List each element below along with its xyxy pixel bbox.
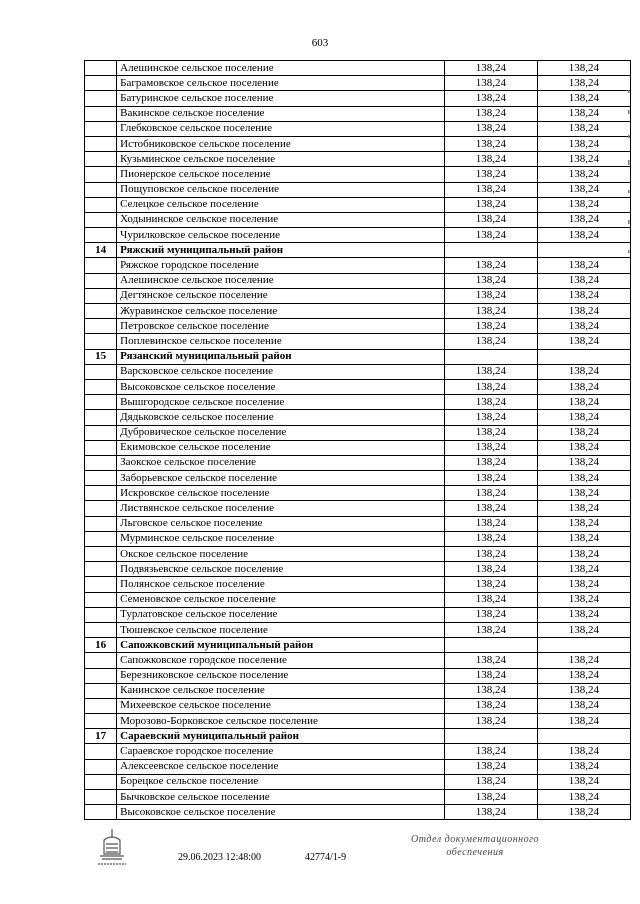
settlement-name-cell: Алексеевское сельское поселение xyxy=(117,759,445,774)
value-cell-2: 138,24 xyxy=(537,562,630,577)
settlement-name-cell: Баграмовское сельское поселение xyxy=(117,76,445,91)
table-row xyxy=(85,136,631,151)
value-cell-2 xyxy=(537,349,630,364)
settlement-name-cell: Сапожковское городское поселение xyxy=(117,653,445,668)
row-number-cell xyxy=(85,516,117,531)
table-row xyxy=(85,334,631,349)
value-cell-1: 138,24 xyxy=(444,486,537,501)
value-cell-2: 138,24 xyxy=(537,471,630,486)
settlement-name-cell: Вакинское сельское поселение xyxy=(117,106,445,121)
value-cell-2: 138,24 xyxy=(537,486,630,501)
value-cell-2: 138,24 xyxy=(537,152,630,167)
value-cell-2: 138,24 xyxy=(537,592,630,607)
page-number: 603 xyxy=(311,37,329,49)
row-number-cell xyxy=(85,547,117,562)
row-number-cell xyxy=(85,683,117,698)
settlement-name-cell: Рязанский муниципальный район xyxy=(117,349,445,364)
row-number-cell xyxy=(85,91,117,106)
table-row xyxy=(85,76,631,91)
value-cell-1: 138,24 xyxy=(444,304,537,319)
settlement-name-cell: Подвязьевское сельское поселение xyxy=(117,562,445,577)
table-row xyxy=(85,288,631,303)
table-row xyxy=(85,592,631,607)
district-row xyxy=(85,243,631,258)
row-number-cell xyxy=(85,167,117,182)
settlement-name-cell: Глебковское сельское поселение xyxy=(117,121,445,136)
settlement-name-cell: Дегтянское сельское поселение xyxy=(117,288,445,303)
row-number-cell xyxy=(85,288,117,303)
value-cell-1 xyxy=(444,349,537,364)
value-cell-2: 138,24 xyxy=(537,121,630,136)
table-row xyxy=(85,547,631,562)
value-cell-1: 138,24 xyxy=(444,516,537,531)
settlement-name-cell: Кузьминское сельское поселение xyxy=(117,152,445,167)
table-row xyxy=(85,106,631,121)
row-number-cell xyxy=(85,76,117,91)
row-number-cell xyxy=(85,395,117,410)
value-cell-2: 138,24 xyxy=(537,744,630,759)
row-number-cell xyxy=(85,531,117,546)
row-number-cell xyxy=(85,455,117,470)
district-row xyxy=(85,638,631,653)
value-cell-2: 138,24 xyxy=(537,334,630,349)
settlement-name-cell: Семеновское сельское поселение xyxy=(117,592,445,607)
settlement-name-cell: Мурминское сельское поселение xyxy=(117,531,445,546)
value-cell-1: 138,24 xyxy=(444,288,537,303)
settlement-name-cell: Турлатовское сельское поселение xyxy=(117,607,445,622)
value-cell-1: 138,24 xyxy=(444,455,537,470)
value-cell-2: 138,24 xyxy=(537,61,630,76)
value-cell-2: 138,24 xyxy=(537,577,630,592)
value-cell-1: 138,24 xyxy=(444,653,537,668)
table-row xyxy=(85,152,631,167)
value-cell-2: 138,24 xyxy=(537,182,630,197)
value-cell-1: 138,24 xyxy=(444,197,537,212)
value-cell-2: 138,24 xyxy=(537,197,630,212)
table-row xyxy=(85,562,631,577)
value-cell-2: 138,24 xyxy=(537,167,630,182)
settlement-name-cell: Окское сельское поселение xyxy=(117,547,445,562)
table-row xyxy=(85,212,631,227)
settlement-name-cell: Дядьковское сельское поселение xyxy=(117,410,445,425)
row-number-cell xyxy=(85,653,117,668)
value-cell-1 xyxy=(444,243,537,258)
settlement-name-cell: Сараевское городское поселение xyxy=(117,744,445,759)
value-cell-2: 138,24 xyxy=(537,364,630,379)
value-cell-2: 138,24 xyxy=(537,805,630,820)
value-cell-1: 138,24 xyxy=(444,683,537,698)
table-row xyxy=(85,805,631,820)
row-number-cell xyxy=(85,774,117,789)
settlement-name-cell: Журавинское сельское поселение xyxy=(117,304,445,319)
value-cell-2: 138,24 xyxy=(537,410,630,425)
settlement-name-cell: Бычковское сельское поселение xyxy=(117,790,445,805)
value-cell-2: 138,24 xyxy=(537,455,630,470)
settlement-name-cell: Листвянское сельское поселение xyxy=(117,501,445,516)
value-cell-1 xyxy=(444,729,537,744)
settlement-name-cell: Чурилковское сельское поселение xyxy=(117,228,445,243)
table-row xyxy=(85,440,631,455)
value-cell-1 xyxy=(444,638,537,653)
row-number-cell xyxy=(85,577,117,592)
row-number-cell xyxy=(85,334,117,349)
settlement-name-cell: Батуринское сельское поселение xyxy=(117,91,445,106)
value-cell-1: 138,24 xyxy=(444,805,537,820)
value-cell-1: 138,24 xyxy=(444,167,537,182)
value-cell-1: 138,24 xyxy=(444,152,537,167)
value-cell-2: 138,24 xyxy=(537,516,630,531)
value-cell-2: 138,24 xyxy=(537,425,630,440)
row-number-cell xyxy=(85,121,117,136)
row-number-cell xyxy=(85,698,117,713)
value-cell-2: 138,24 xyxy=(537,622,630,637)
row-number-cell xyxy=(85,714,117,729)
settlement-name-cell: Селецкое сельское поселение xyxy=(117,197,445,212)
value-cell-2: 138,24 xyxy=(537,304,630,319)
settlement-name-cell: Варсковское сельское поселение xyxy=(117,364,445,379)
value-cell-2: 138,24 xyxy=(537,288,630,303)
value-cell-2: 138,24 xyxy=(537,531,630,546)
row-number-cell xyxy=(85,759,117,774)
table-row xyxy=(85,91,631,106)
settlement-name-cell: Пионерское сельское поселение xyxy=(117,167,445,182)
department-stamp-text xyxy=(395,833,555,859)
row-number-cell xyxy=(85,379,117,394)
row-number-cell xyxy=(85,304,117,319)
value-cell-2: 138,24 xyxy=(537,258,630,273)
value-cell-2: 138,24 xyxy=(537,547,630,562)
value-cell-2 xyxy=(537,243,630,258)
value-cell-1: 138,24 xyxy=(444,258,537,273)
value-cell-2: 138,24 xyxy=(537,106,630,121)
row-number-cell xyxy=(85,319,117,334)
value-cell-1: 138,24 xyxy=(444,774,537,789)
table-row xyxy=(85,607,631,622)
row-number-cell xyxy=(85,182,117,197)
value-cell-1: 138,24 xyxy=(444,319,537,334)
value-cell-1: 138,24 xyxy=(444,501,537,516)
table-row xyxy=(85,455,631,470)
settlement-name-cell: Морозово-Борковское сельское поселение xyxy=(117,714,445,729)
row-number-cell xyxy=(85,471,117,486)
settlement-name-cell: Заокское сельское поселение xyxy=(117,455,445,470)
table-row xyxy=(85,698,631,713)
table-row xyxy=(85,228,631,243)
table-row xyxy=(85,273,631,288)
table-row xyxy=(85,531,631,546)
table-row xyxy=(85,486,631,501)
value-cell-1: 138,24 xyxy=(444,91,537,106)
table-row xyxy=(85,668,631,683)
row-number-cell xyxy=(85,258,117,273)
value-cell-1: 138,24 xyxy=(444,607,537,622)
settlement-name-cell: Алешинское сельское поселение xyxy=(117,273,445,288)
settlement-name-cell: Заборьевское сельское поселение xyxy=(117,471,445,486)
value-cell-1: 138,24 xyxy=(444,121,537,136)
settlement-name-cell: Канинское сельское поселение xyxy=(117,683,445,698)
table-row xyxy=(85,121,631,136)
value-cell-2: 138,24 xyxy=(537,319,630,334)
settlement-name-cell: Ряжский муниципальный район xyxy=(117,243,445,258)
table-row xyxy=(85,516,631,531)
row-number-cell xyxy=(85,136,117,151)
footer-doc-number: 42774/1-9 xyxy=(305,852,347,863)
value-cell-2: 138,24 xyxy=(537,228,630,243)
table-row xyxy=(85,258,631,273)
table-row xyxy=(85,501,631,516)
value-cell-1: 138,24 xyxy=(444,364,537,379)
department-line-2: обеспечения xyxy=(446,847,504,858)
value-cell-1: 138,24 xyxy=(444,790,537,805)
table-row xyxy=(85,410,631,425)
row-number-cell xyxy=(85,410,117,425)
value-cell-2: 138,24 xyxy=(537,790,630,805)
table-row xyxy=(85,61,631,76)
table-row xyxy=(85,182,631,197)
value-cell-1: 138,24 xyxy=(444,744,537,759)
table-row xyxy=(85,759,631,774)
table-row xyxy=(85,471,631,486)
table-row xyxy=(85,379,631,394)
table-row xyxy=(85,622,631,637)
settlement-name-cell: Вышгородское сельское поселение xyxy=(117,395,445,410)
row-number-cell xyxy=(85,501,117,516)
value-cell-1: 138,24 xyxy=(444,273,537,288)
value-cell-2: 138,24 xyxy=(537,76,630,91)
value-cell-1: 138,24 xyxy=(444,531,537,546)
value-cell-1: 138,24 xyxy=(444,471,537,486)
table-row xyxy=(85,395,631,410)
row-number-cell: 16 xyxy=(85,638,117,653)
settlement-name-cell: Полянское сельское поселение xyxy=(117,577,445,592)
value-cell-2: 138,24 xyxy=(537,212,630,227)
value-cell-1: 138,24 xyxy=(444,698,537,713)
emblem-icon xyxy=(92,826,132,870)
table-row xyxy=(85,197,631,212)
row-number-cell xyxy=(85,425,117,440)
table-row xyxy=(85,167,631,182)
table-row xyxy=(85,319,631,334)
value-cell-1: 138,24 xyxy=(444,592,537,607)
table-row xyxy=(85,653,631,668)
table-row xyxy=(85,714,631,729)
settlement-name-cell: Ходынинское сельское поселение xyxy=(117,212,445,227)
table-row xyxy=(85,744,631,759)
value-cell-2: 138,24 xyxy=(537,440,630,455)
district-row xyxy=(85,729,631,744)
value-cell-2: 138,24 xyxy=(537,379,630,394)
settlement-name-cell: Высоковское сельское поселение xyxy=(117,379,445,394)
settlement-name-cell: Сапожковский муниципальный район xyxy=(117,638,445,653)
row-number-cell xyxy=(85,197,117,212)
value-cell-1: 138,24 xyxy=(444,440,537,455)
table-row xyxy=(85,577,631,592)
settlement-name-cell: Искровское сельское поселение xyxy=(117,486,445,501)
row-number-cell xyxy=(85,273,117,288)
value-cell-2: 138,24 xyxy=(537,395,630,410)
table-row xyxy=(85,790,631,805)
table-row xyxy=(85,683,631,698)
row-number-cell xyxy=(85,744,117,759)
value-cell-2: 138,24 xyxy=(537,91,630,106)
row-number-cell xyxy=(85,486,117,501)
settlement-name-cell: Петровское сельское поселение xyxy=(117,319,445,334)
settlement-name-cell: Березниковское сельское поселение xyxy=(117,668,445,683)
row-number-cell xyxy=(85,61,117,76)
row-number-cell: 15 xyxy=(85,349,117,364)
value-cell-2: 138,24 xyxy=(537,136,630,151)
row-number-cell: 17 xyxy=(85,729,117,744)
table-row xyxy=(85,304,631,319)
department-line-1: Отдел документационного xyxy=(410,834,540,845)
settlement-name-cell: Борецкое сельское поселение xyxy=(117,774,445,789)
value-cell-1: 138,24 xyxy=(444,714,537,729)
value-cell-2: 138,24 xyxy=(537,273,630,288)
row-number-cell xyxy=(85,152,117,167)
value-cell-2: 138,24 xyxy=(537,698,630,713)
row-number-cell xyxy=(85,805,117,820)
settlement-name-cell: Алешинское сельское поселение xyxy=(117,61,445,76)
row-number-cell xyxy=(85,228,117,243)
row-number-cell xyxy=(85,622,117,637)
value-cell-1: 138,24 xyxy=(444,562,537,577)
value-cell-1: 138,24 xyxy=(444,334,537,349)
row-number-cell xyxy=(85,562,117,577)
row-number-cell xyxy=(85,790,117,805)
row-number-cell: 14 xyxy=(85,243,117,258)
row-number-cell xyxy=(85,592,117,607)
settlement-name-cell: Поплевинское сельское поселение xyxy=(117,334,445,349)
table-row xyxy=(85,774,631,789)
value-cell-1: 138,24 xyxy=(444,136,537,151)
margin-marks xyxy=(625,90,633,280)
value-cell-2: 138,24 xyxy=(537,759,630,774)
value-cell-1: 138,24 xyxy=(444,622,537,637)
table-row xyxy=(85,364,631,379)
value-cell-1: 138,24 xyxy=(444,668,537,683)
value-cell-2: 138,24 xyxy=(537,714,630,729)
value-cell-1: 138,24 xyxy=(444,547,537,562)
row-number-cell xyxy=(85,212,117,227)
settlement-name-cell: Сараевский муниципальный район xyxy=(117,729,445,744)
table-row xyxy=(85,425,631,440)
value-cell-1: 138,24 xyxy=(444,76,537,91)
value-cell-1: 138,24 xyxy=(444,395,537,410)
value-cell-2: 138,24 xyxy=(537,501,630,516)
value-cell-1: 138,24 xyxy=(444,425,537,440)
value-cell-1: 138,24 xyxy=(444,182,537,197)
value-cell-2 xyxy=(537,729,630,744)
settlement-name-cell: Истобниковское сельское поселение xyxy=(117,136,445,151)
settlement-name-cell: Дубровическое сельское поселение xyxy=(117,425,445,440)
settlement-name-cell: Михеевское сельское поселение xyxy=(117,698,445,713)
row-number-cell xyxy=(85,106,117,121)
value-cell-1: 138,24 xyxy=(444,379,537,394)
settlement-name-cell: Ряжское городское поселение xyxy=(117,258,445,273)
district-row xyxy=(85,349,631,364)
row-number-cell xyxy=(85,607,117,622)
value-cell-2: 138,24 xyxy=(537,668,630,683)
settlement-name-cell: Высоковское сельское поселение xyxy=(117,805,445,820)
value-cell-2 xyxy=(537,638,630,653)
value-cell-1: 138,24 xyxy=(444,106,537,121)
value-cell-1: 138,24 xyxy=(444,228,537,243)
value-cell-1: 138,24 xyxy=(444,410,537,425)
footer-timestamp: 29.06.2023 12:48:00 xyxy=(178,852,262,863)
value-cell-1: 138,24 xyxy=(444,212,537,227)
settlement-name-cell: Льговское сельское поселение xyxy=(117,516,445,531)
value-cell-2: 138,24 xyxy=(537,774,630,789)
value-cell-1: 138,24 xyxy=(444,577,537,592)
row-number-cell xyxy=(85,668,117,683)
value-cell-2: 138,24 xyxy=(537,607,630,622)
value-cell-1: 138,24 xyxy=(444,759,537,774)
settlement-name-cell: Пощуповское сельское поселение xyxy=(117,182,445,197)
value-cell-1: 138,24 xyxy=(444,61,537,76)
row-number-cell xyxy=(85,440,117,455)
value-cell-2: 138,24 xyxy=(537,683,630,698)
value-cell-2: 138,24 xyxy=(537,653,630,668)
row-number-cell xyxy=(85,364,117,379)
settlement-name-cell: Екимовское сельское поселение xyxy=(117,440,445,455)
settlements-table xyxy=(84,60,631,820)
settlement-name-cell: Тюшевское сельское поселение xyxy=(117,622,445,637)
